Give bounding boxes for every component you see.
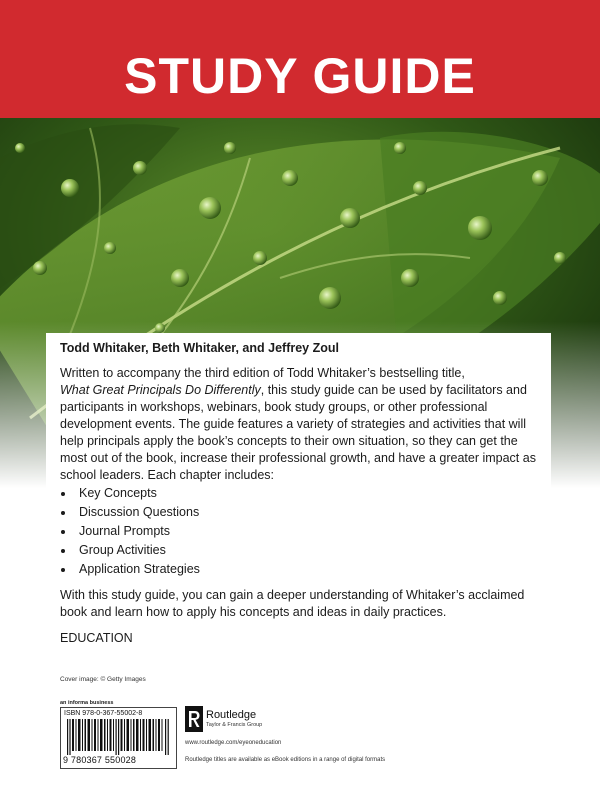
barcode-digits: 9 780367 550028 (63, 755, 137, 765)
informa-label: an informa business (60, 700, 114, 706)
barcode-bars (67, 719, 170, 755)
list-item: Journal Prompts (60, 522, 460, 541)
routledge-logo-icon (185, 706, 203, 732)
list-item: Application Strategies (60, 560, 460, 579)
description-intro: Written to accompany the third edition of Todd Whitaker’s bestselling title, (60, 366, 465, 380)
isbn-text: ISBN 978-0-367-55002-8 (64, 710, 143, 717)
book-title: What Great Principals Do Differently (60, 383, 261, 397)
publisher-url: www.routledge.com/eyeoneducation (185, 740, 282, 746)
authors: Todd Whitaker, Beth Whitaker, and Jeffrey Zoul (60, 341, 339, 355)
description-body: , this study guide can be used by facilitators and participants in workshops, webinars, book study groups, or other professional development events. The guide features a variety of strategies and activities that will help principals apply the book’s concepts to their own situation, so they can get the most out of the book, increase their professional growth, and have a greater impact as school leaders. Each chapter includes: (60, 383, 536, 482)
list-item: Discussion Questions (60, 503, 460, 522)
closing-paragraph: With this study guide, you can gain a deeper understanding of Whitaker’s acclaimed book and learn how to apply his concepts and ideas in daily practices. (60, 588, 525, 619)
cover-credit: Cover image: © Getty Images (60, 676, 146, 683)
banner-title: STUDY GUIDE (124, 48, 476, 104)
chapter-features-list (60, 484, 460, 579)
title-banner (0, 0, 600, 118)
description (60, 365, 546, 484)
list-item: Key Concepts (60, 484, 460, 503)
ebook-note: Routledge titles are available as eBook editions in a range of digital formats (185, 757, 386, 763)
publisher-name: Routledge (206, 709, 257, 721)
category-label: EDUCATION (60, 631, 133, 645)
barcode (60, 707, 177, 769)
list-item: Group Activities (60, 541, 460, 560)
publisher-group: Taylor & Francis Group (206, 722, 263, 728)
